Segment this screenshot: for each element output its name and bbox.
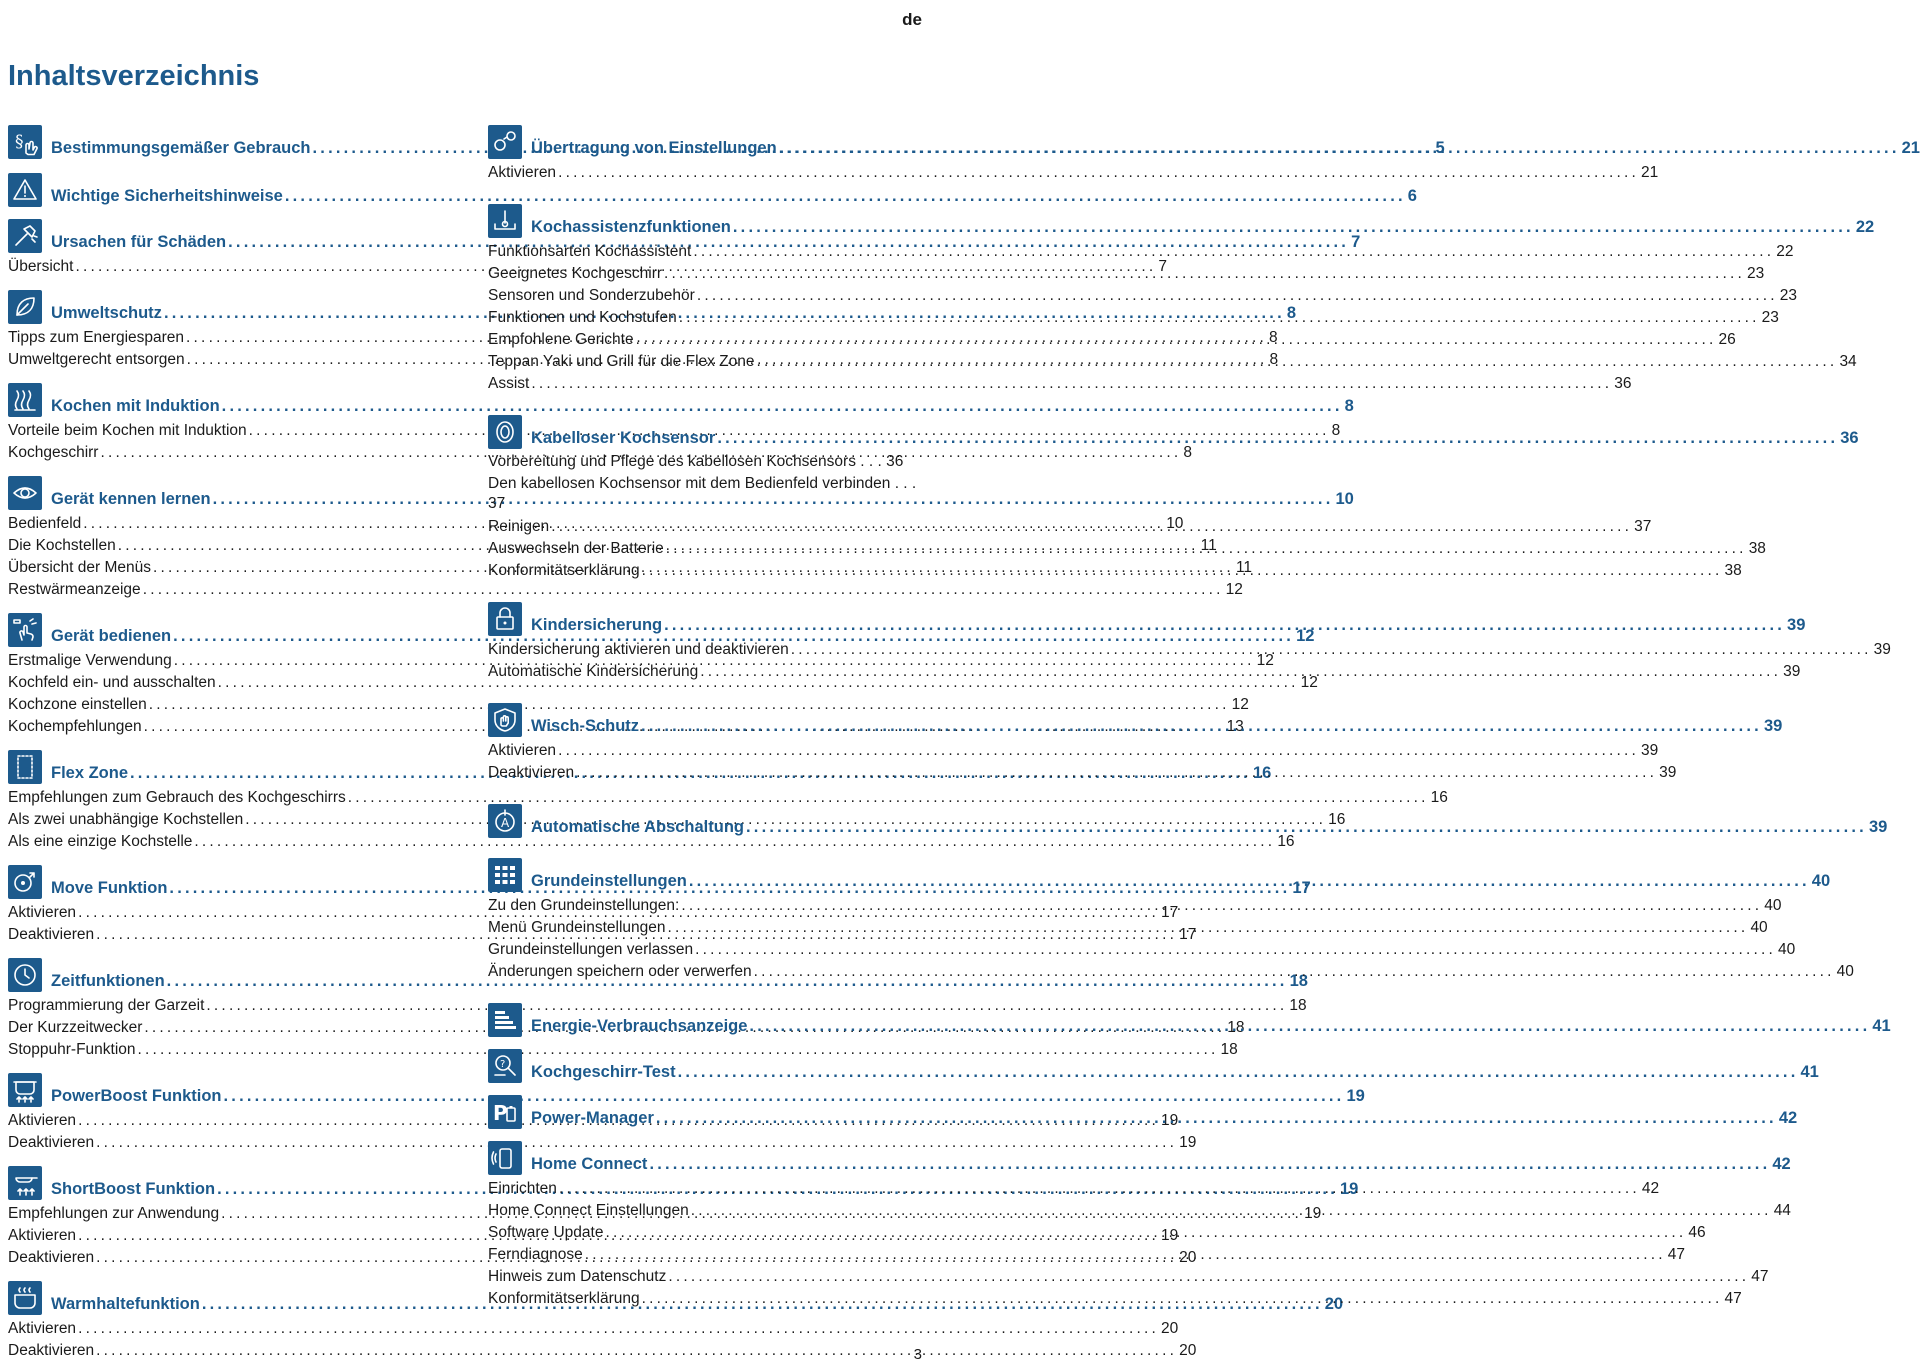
- section-page: 42: [1772, 1155, 1791, 1173]
- entry-page: 17: [1179, 926, 1197, 943]
- entry-label: Aktivieren: [8, 1227, 77, 1244]
- keep-warm-pot-icon: [8, 1281, 42, 1315]
- entry-page: 20: [1160, 1320, 1179, 1337]
- entry-label: Automatische Kindersicherung: [488, 663, 699, 680]
- entry-page: 11: [1235, 559, 1253, 576]
- section-page: 39: [1763, 717, 1783, 735]
- leader-dots: [559, 1178, 1640, 1200]
- section-title: Power-Manager: [531, 1109, 654, 1127]
- section-page: 39: [1787, 616, 1806, 634]
- toc-entry[interactable]: [8, 672, 1318, 694]
- entry-label: Assist: [488, 375, 530, 392]
- toc-entry-list: [488, 241, 1857, 395]
- settings-transfer-icon: [488, 125, 522, 159]
- leader-dots: [733, 218, 1854, 237]
- toc-entry[interactable]: [488, 285, 1797, 307]
- section-page: 8: [1286, 304, 1297, 322]
- section-page: 22: [1855, 218, 1875, 236]
- entry-label: Home Connect Einstellungen: [488, 1202, 689, 1219]
- entry-label: Übersicht der Menüs: [8, 559, 152, 576]
- section-title: Kochen mit Induktion: [51, 397, 220, 415]
- entry-page: 11: [1200, 537, 1217, 554]
- section-page: 41: [1872, 1017, 1891, 1035]
- toc-entry[interactable]: [8, 1318, 1179, 1340]
- section-page: 18: [1289, 972, 1308, 990]
- entry-page: 19: [1160, 1227, 1179, 1244]
- entry-page: 8: [1331, 422, 1341, 439]
- entry-page: 37: [1634, 518, 1652, 535]
- entry-label: Als zwei unabhängige Kochstellen: [8, 811, 244, 828]
- entry-label: Empfehlungen zur Anwendung: [8, 1205, 220, 1222]
- toc-entry-list: [8, 1318, 1197, 1362]
- leader-dots: [700, 661, 1781, 683]
- toc-entry[interactable]: [488, 329, 1736, 351]
- toc-section: [488, 125, 1920, 184]
- entry-label: Umweltgerecht entsorgen: [8, 351, 185, 368]
- entry-page: 16: [1328, 811, 1346, 828]
- entry-page: 44: [1773, 1202, 1791, 1219]
- section-title: Home Connect: [531, 1155, 648, 1173]
- entry-label: Einrichten: [488, 1180, 557, 1197]
- entry-label: Aktivieren: [8, 904, 77, 921]
- leader-dots: . . .: [890, 475, 917, 492]
- entry-page: 36: [1614, 375, 1632, 392]
- toc-entry[interactable]: [488, 307, 1779, 329]
- leader-dots: [551, 516, 1632, 538]
- entry-page: 37: [488, 495, 506, 512]
- entry-page: 21: [1640, 164, 1659, 181]
- entry-page: 19: [1304, 1205, 1322, 1222]
- entry-label: Aktivieren: [488, 742, 557, 759]
- toc-entry[interactable]: [8, 1340, 1197, 1362]
- language-label: de: [902, 10, 922, 29]
- section-title: PowerBoost Funktion: [51, 1087, 222, 1105]
- entry-label: Kochgeschirr: [8, 444, 99, 461]
- leader-dots: [668, 1266, 1749, 1288]
- entry-page: 26: [1718, 331, 1736, 348]
- toc-entry[interactable]: [488, 241, 1794, 263]
- cooking-sensor-icon: [488, 415, 522, 449]
- entry-label: Deaktivieren: [8, 926, 95, 943]
- entry-label: Als eine einzige Kochstelle: [8, 833, 193, 850]
- toc-entry[interactable]: [8, 787, 1448, 809]
- entry-label: Konformitätserklärung: [488, 562, 640, 579]
- toc-entry[interactable]: [488, 1266, 1769, 1288]
- leader-dots: [695, 939, 1776, 961]
- entry-page: 18: [1227, 1019, 1245, 1036]
- leader-dots: [78, 1318, 1159, 1340]
- entry-page: 17: [1160, 904, 1179, 921]
- entry-label: Deaktivieren: [8, 1342, 95, 1359]
- section-page: 41: [1800, 1063, 1819, 1081]
- entry-page: 12: [1231, 696, 1249, 713]
- entry-page: 39: [1873, 641, 1891, 658]
- section-title: ShortBoost Funktion: [51, 1180, 216, 1198]
- entry-page: 19: [1160, 1112, 1179, 1129]
- section-title: Warmhaltefunktion: [51, 1295, 200, 1313]
- entry-page: 40: [1778, 941, 1796, 958]
- section-title: Gerät bedienen: [51, 627, 172, 645]
- entry-label: Deaktivieren: [8, 1134, 95, 1151]
- entry-page: 36: [886, 453, 904, 470]
- leader-dots: [754, 961, 1835, 983]
- section-title: Umweltschutz: [51, 304, 162, 322]
- svg-text:P: P: [493, 1101, 508, 1125]
- entry-page: 16: [1430, 789, 1448, 806]
- entry-page: 47: [1751, 1268, 1769, 1285]
- section-title: Wichtige Sicherheitshinweise: [51, 187, 283, 205]
- toc-entry[interactable]: [8, 995, 1307, 1017]
- entry-label: Deaktivieren: [488, 764, 575, 781]
- leader-dots: [531, 373, 1612, 395]
- section-title: Kochgeschirr-Test: [531, 1063, 676, 1081]
- leader-dots: [779, 139, 1900, 158]
- entry-page: 39: [1783, 663, 1801, 680]
- entry-label: Reinigen: [488, 518, 550, 535]
- induction-coil-icon: [8, 383, 42, 417]
- entry-page: 7: [1158, 258, 1168, 275]
- entry-page: 22: [1776, 243, 1794, 260]
- entry-label: Sensoren und Sonderzubehör: [488, 287, 695, 304]
- section-page: 10: [1335, 490, 1354, 508]
- entry-label: Aktivieren: [488, 164, 557, 181]
- leaf-icon: [8, 290, 42, 324]
- flex-zone-icon: [8, 750, 42, 784]
- entry-page: 12: [1300, 674, 1318, 691]
- entry-page: 19: [1179, 1134, 1197, 1151]
- leader-dots: . . .: [855, 453, 887, 470]
- section-title: Übertragung von Einstellungen: [531, 139, 777, 157]
- leader-dots: [649, 1155, 1770, 1174]
- toc-entry[interactable]: [488, 263, 1765, 285]
- entry-label: Ferndiagnose: [488, 1246, 583, 1263]
- section-title: Kindersicherung: [531, 616, 663, 634]
- toc-entry[interactable]: [488, 474, 920, 514]
- entry-page: 16: [1277, 833, 1295, 850]
- toc-section-heading[interactable]: [488, 415, 1859, 449]
- section-page: 36: [1840, 429, 1859, 447]
- entry-label: Teppan Yaki und Grill für die Flex Zone: [488, 353, 755, 370]
- svg-text:A: A: [501, 816, 510, 830]
- leader-dots: [693, 241, 1774, 263]
- section-page: 8: [1344, 397, 1354, 415]
- entry-label: Aktivieren: [8, 1112, 77, 1129]
- entry-page: 18: [1289, 997, 1307, 1014]
- section-title: Flex Zone: [51, 764, 129, 782]
- toc-section-heading[interactable]: [8, 173, 1417, 207]
- section-page: 21: [1901, 139, 1920, 157]
- leader-dots: [576, 762, 1657, 784]
- cookware-test-icon: [488, 1049, 522, 1083]
- entry-label: Der Kurzzeitwecker: [8, 1019, 143, 1036]
- leader-dots: [757, 351, 1838, 373]
- leader-dots: [666, 538, 1747, 560]
- section-page: 7: [1351, 233, 1361, 251]
- leader-dots: [681, 895, 1762, 917]
- section-title: Kabelloser Kochsensor: [531, 429, 716, 447]
- entry-label: Bedienfeld: [8, 515, 82, 532]
- section-title: Automatische Abschaltung: [531, 818, 744, 836]
- clock-icon: [8, 958, 42, 992]
- entry-label: Zu den Grundeinstellungen:: [488, 897, 680, 914]
- toc-entry[interactable]: [488, 452, 920, 472]
- entry-label: Kindersicherung aktivieren und deaktivieren: [488, 641, 789, 658]
- entry-label: Hinweis zum Datenschutz: [488, 1268, 667, 1285]
- section-page: 19: [1346, 1087, 1365, 1105]
- paragraph-hand-icon: [8, 125, 42, 159]
- leader-dots: [749, 1017, 1870, 1036]
- section-title: Ursachen für Schäden: [51, 233, 227, 251]
- entry-label: Restwärmeanzeige: [8, 581, 141, 598]
- entry-page: 42: [1641, 1180, 1660, 1197]
- entry-page: 40: [1836, 963, 1854, 980]
- toc-entry[interactable]: [488, 351, 1857, 373]
- entry-page: 10: [1166, 515, 1184, 532]
- home-connect-icon: [488, 1141, 522, 1175]
- powerboost-pot-icon: [8, 1073, 42, 1107]
- entry-page: 39: [1659, 764, 1677, 781]
- toc-entry[interactable]: [488, 373, 1632, 395]
- leader-dots: [642, 1288, 1723, 1310]
- leader-dots: [636, 329, 1717, 351]
- leader-dots: [558, 162, 1639, 184]
- entry-page: 20: [1179, 1342, 1197, 1359]
- entry-page: 8: [1183, 444, 1193, 461]
- entry-label: Geeignetes Kochgeschirr: [488, 265, 663, 282]
- toc-section-heading[interactable]: [488, 204, 1875, 238]
- power-manager-icon: [488, 1095, 522, 1129]
- toc-entry-list: [488, 162, 1659, 184]
- leader-dots: [791, 639, 1872, 661]
- toc-entry[interactable]: [8, 831, 1295, 853]
- leader-dots: [697, 285, 1778, 307]
- entry-label: Programmierung der Garzeit: [8, 997, 205, 1014]
- section-title: Kochassistenzfunktionen: [531, 218, 731, 236]
- entry-label: Vorteile beim Kochen mit Induktion: [8, 422, 247, 439]
- section-page: 12: [1296, 627, 1315, 645]
- entry-page: 34: [1839, 353, 1857, 370]
- entry-page: 38: [1748, 540, 1766, 557]
- entry-page: 8: [1268, 329, 1278, 346]
- section-page: 42: [1778, 1109, 1798, 1127]
- section-title: Grundeinstellungen: [531, 872, 687, 890]
- section-page: 39: [1868, 818, 1888, 836]
- svg-text:§: §: [15, 132, 24, 152]
- section-title: Bestimmungsgemäßer Gebrauch: [51, 139, 311, 157]
- toc-section-heading[interactable]: [8, 1073, 1365, 1107]
- leader-dots: [664, 616, 1785, 635]
- entry-page: 40: [1750, 919, 1768, 936]
- entry-label: Vorbereitung und Pflege des kabellosen Kochsensors: [488, 453, 856, 470]
- entry-label: Kochzone einstellen: [8, 696, 147, 713]
- page-title: Inhaltsverzeichnis: [8, 60, 260, 92]
- toc-section: [488, 204, 1875, 395]
- leader-dots: [642, 560, 1723, 582]
- entry-label: Aktivieren: [8, 1320, 77, 1337]
- entry-page: 47: [1724, 1290, 1742, 1307]
- lock-icon: [488, 602, 522, 636]
- section-page: 40: [1811, 872, 1831, 890]
- entry-label: Änderungen speichern oder verwerfen: [488, 963, 752, 980]
- toc-section-heading[interactable]: [488, 125, 1920, 159]
- section-title: Energie-Verbrauchsanzeige: [531, 1017, 748, 1035]
- entry-label: Kochfeld ein- und ausschalten: [8, 674, 216, 691]
- entry-label: Die Kochstellen: [8, 537, 116, 554]
- entry-label: Konformitätserklärung: [488, 1290, 640, 1307]
- leader-dots: [96, 1340, 1177, 1362]
- section-title: Gerät kennen lernen: [51, 490, 211, 508]
- page-number: 3: [913, 1346, 922, 1363]
- section-title: Move Funktion: [51, 879, 168, 897]
- entry-label: Software Update: [488, 1224, 604, 1241]
- entry-page: 38: [1724, 562, 1742, 579]
- energy-bars-icon: [488, 1003, 522, 1037]
- toc-entry[interactable]: [8, 1039, 1238, 1061]
- section-page: 19: [1340, 1180, 1359, 1198]
- toc-entry[interactable]: [488, 162, 1659, 184]
- grid-settings-icon: [488, 858, 522, 892]
- warning-triangle-icon: [8, 173, 42, 207]
- leader-dots: [746, 818, 1867, 837]
- entry-label: Kochempfehlungen: [8, 718, 142, 735]
- entry-page: 23: [1761, 309, 1779, 326]
- section-page: 6: [1407, 187, 1417, 205]
- wipe-shield-icon: [488, 703, 522, 737]
- hand-touch-icon: [8, 613, 42, 647]
- entry-page: 23: [1779, 287, 1797, 304]
- leader-dots: [717, 429, 1838, 448]
- move-pan-icon: [8, 865, 42, 899]
- entry-label: Auswechseln der Batterie: [488, 540, 664, 557]
- entry-page: 12: [1256, 652, 1274, 669]
- thermometer-pan-icon: [488, 204, 522, 238]
- toc-entry[interactable]: [8, 1132, 1197, 1154]
- auto-off-icon: [488, 804, 522, 838]
- leader-dots: [691, 1200, 1772, 1222]
- entry-label: Erstmalige Verwendung: [8, 652, 172, 669]
- entry-label: Grundeinstellungen verlassen: [488, 941, 694, 958]
- entry-label: Übersicht: [8, 258, 74, 275]
- leader-dots: [641, 717, 1762, 736]
- entry-page: 40: [1764, 897, 1782, 914]
- leader-dots: [605, 1222, 1686, 1244]
- entry-page: 18: [1220, 1041, 1238, 1058]
- entry-label: Empfohlene Gerichte: [488, 331, 634, 348]
- entry-page: 39: [1640, 742, 1659, 759]
- leader-dots: [679, 307, 1760, 329]
- section-page: 20: [1324, 1295, 1344, 1313]
- leader-dots: [664, 263, 1745, 285]
- section-page: 16: [1252, 764, 1272, 782]
- eye-icon: [8, 476, 42, 510]
- entry-label: Stoppuhr-Funktion: [8, 1041, 136, 1058]
- entry-page: 47: [1667, 1246, 1685, 1263]
- leader-dots: [656, 1109, 1777, 1128]
- toc-entry[interactable]: [8, 694, 1249, 716]
- entry-label: Menü Grundeinstellungen: [488, 919, 666, 936]
- entry-label: Empfehlungen zum Gebrauch des Kochgeschirrs: [8, 789, 346, 806]
- entry-page: 12: [1225, 581, 1243, 598]
- section-title: Zeitfunktionen: [51, 972, 165, 990]
- entry-page: 13: [1226, 718, 1244, 735]
- entry-label: Tipps zum Energiesparen: [8, 329, 185, 346]
- entry-label: Deaktivieren: [8, 1249, 95, 1266]
- leader-dots: [558, 740, 1639, 762]
- toc-entry[interactable]: [488, 939, 1796, 961]
- leader-dots: [668, 917, 1749, 939]
- hammer-icon: [8, 219, 42, 253]
- section-page: 5: [1435, 139, 1445, 157]
- section-title: Wisch-Schutz: [531, 717, 640, 735]
- toc-entry[interactable]: [8, 579, 1243, 601]
- entry-page: 23: [1746, 265, 1765, 282]
- entry-page: 46: [1688, 1224, 1706, 1241]
- leader-dots: [689, 872, 1810, 891]
- leader-dots: [585, 1244, 1666, 1266]
- shortboost-pan-icon: [8, 1166, 42, 1200]
- entry-page: 8: [1269, 351, 1279, 368]
- entry-label: Funktionen und Kochstufen: [488, 309, 677, 326]
- entry-label: Den kabellosen Kochsensor mit dem Bedienfeld verbinden: [488, 475, 891, 492]
- entry-label: Funktionsarten Kochassistent: [488, 243, 692, 260]
- svg-text:?: ?: [500, 1059, 506, 1070]
- leader-dots: [678, 1063, 1799, 1082]
- entry-page: 20: [1179, 1249, 1197, 1266]
- toc-entry[interactable]: [488, 740, 1659, 762]
- toc-section: [8, 173, 1417, 207]
- section-page: 17: [1292, 879, 1311, 897]
